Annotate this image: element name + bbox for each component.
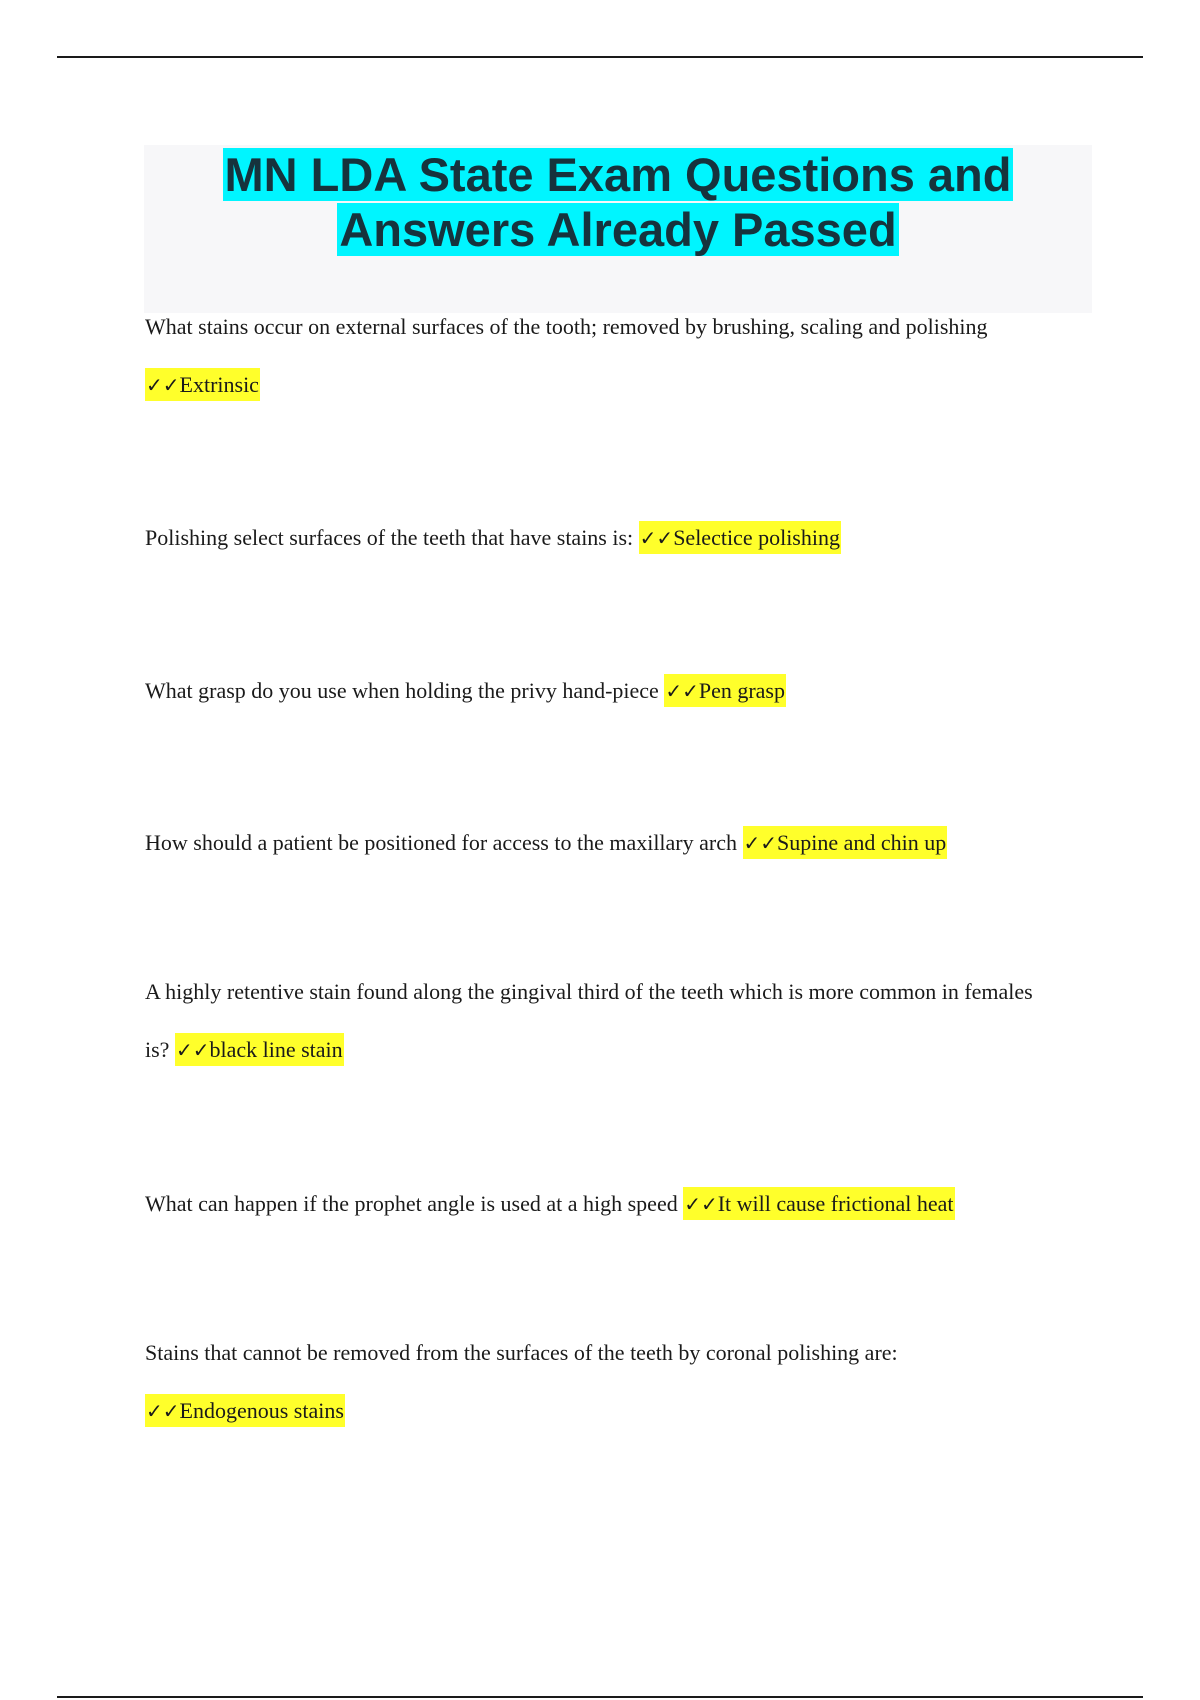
double-check-icon: ✓✓ bbox=[175, 1038, 210, 1062]
answer-highlight bbox=[175, 1033, 344, 1066]
answer-text: Selectice polishing bbox=[673, 525, 840, 550]
question-text: Polishing select surfaces of the teeth that have stains is: bbox=[145, 525, 634, 550]
header-rule bbox=[57, 56, 1143, 58]
answer-highlight bbox=[743, 826, 948, 859]
qa-item-2 bbox=[145, 509, 1105, 567]
answer-text: Pen grasp bbox=[698, 678, 785, 703]
qa-item-3 bbox=[145, 662, 1105, 720]
question-text: Stains that cannot be removed from the surfaces of the teeth by coronal polishing are: bbox=[145, 1340, 898, 1365]
title-banner bbox=[144, 145, 1092, 313]
double-check-icon: ✓✓ bbox=[639, 526, 674, 550]
answer-text: Endogenous stains bbox=[179, 1398, 344, 1423]
page-title-line-2: Answers Already Passed bbox=[339, 203, 897, 256]
question-text: What grasp do you use when holding the privy hand-piece bbox=[145, 678, 659, 703]
question-text: What can happen if the prophet angle is used at a high speed bbox=[145, 1191, 678, 1216]
answer-text: Extrinsic bbox=[179, 372, 259, 397]
qa-item-6 bbox=[145, 1175, 1105, 1233]
page-title bbox=[223, 145, 1014, 257]
qa-item-4 bbox=[145, 814, 1105, 872]
answer-highlight bbox=[145, 368, 260, 401]
question-text: How should a patient be positioned for access to the maxillary arch bbox=[145, 830, 737, 855]
qa-item-7 bbox=[145, 1324, 1105, 1440]
answer-text: black line stain bbox=[209, 1037, 343, 1062]
answer-text: It will cause frictional heat bbox=[717, 1191, 954, 1216]
answer-highlight bbox=[145, 1394, 345, 1427]
qa-item-5 bbox=[145, 963, 1045, 1079]
question-text: What stains occur on external surfaces of the tooth; removed by brushing, scaling and polishing bbox=[145, 314, 988, 339]
answer-highlight bbox=[664, 674, 786, 707]
answer-highlight bbox=[639, 521, 841, 554]
double-check-icon: ✓✓ bbox=[743, 831, 778, 855]
page-title-line-1: MN LDA State Exam Questions and bbox=[224, 148, 1012, 201]
footer-rule bbox=[57, 1696, 1143, 1698]
double-check-icon: ✓✓ bbox=[146, 1399, 180, 1423]
question-text: A highly retentive stain found along the gingival third of the teeth which is more common in females is? bbox=[145, 979, 1033, 1062]
double-check-icon: ✓✓ bbox=[684, 1192, 718, 1216]
answer-text: Supine and chin up bbox=[777, 830, 947, 855]
double-check-icon: ✓✓ bbox=[665, 679, 699, 703]
answer-highlight bbox=[683, 1187, 954, 1220]
qa-item-1 bbox=[145, 298, 1105, 414]
double-check-icon: ✓✓ bbox=[146, 373, 180, 397]
